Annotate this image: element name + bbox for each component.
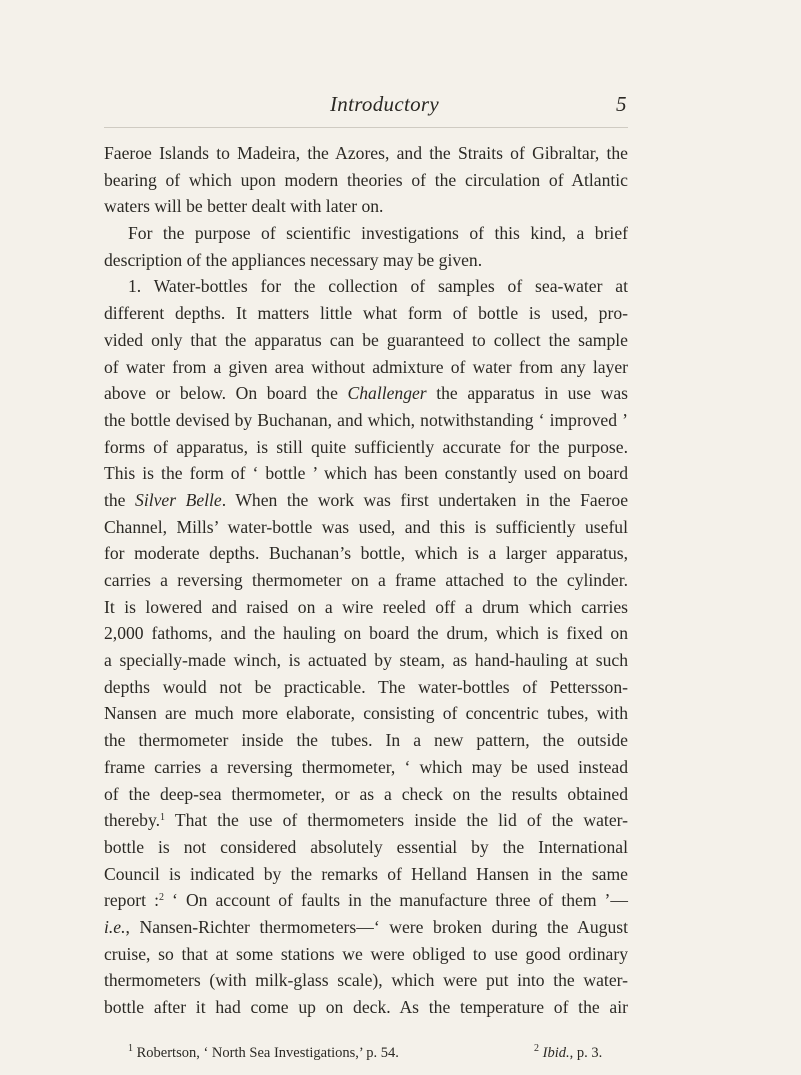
text-line: waters will be better dealt with later on. — [104, 196, 384, 217]
text-line: Council is indicated by the remarks of Helland Hansen in the same — [104, 863, 628, 884]
running-head — [0, 92, 801, 122]
text-line: the bottle devised by Buchanan, and which, notwithstanding ‘ improved ’ — [104, 409, 628, 430]
text-line: depths would not be practicable. The water-bottles of Pettersson- — [104, 676, 628, 697]
text-run: ‘ On account of faults in the manufacture three of them ’— — [163, 890, 629, 911]
body-text — [104, 140, 628, 1021]
text-line: the thermometer inside the tubes. In a new pattern, the outside — [104, 730, 628, 751]
footnote-2 — [534, 1042, 602, 1064]
abbrev-ie: i.e. — [104, 916, 126, 937]
text-line: bearing of which upon modern theories of the circulation of Atlantic — [104, 169, 628, 190]
text-line: description of the appliances necessary may be given. — [104, 249, 483, 270]
text-line — [104, 380, 628, 407]
text-line — [104, 807, 628, 834]
text-run: . When the work was first undertaken in the Faeroe — [221, 489, 629, 510]
text-line: different depths. It matters little what form of bottle is used, pro- — [104, 303, 628, 324]
text-line — [104, 914, 628, 941]
footnote-1-mark: 1 — [128, 1043, 133, 1054]
text-line: 1. Water-bottles for the collection of samples of sea-water at — [128, 276, 628, 297]
text-run: the — [104, 489, 136, 510]
text-run: That the use of thermometers inside the lid of the water- — [165, 810, 628, 831]
text-line: Faeroe Islands to Madeira, the Azores, and the Straits of Gibraltar, the — [104, 143, 628, 163]
footnote-ref-2: 2 — [158, 892, 164, 904]
text-line: of the deep-sea thermometer, or as a check on the results obtained — [104, 783, 628, 804]
text-line: carries a reversing thermometer on a frame attached to the cylinder. — [104, 570, 628, 590]
text-run: , Nansen-Richter thermometers—‘ were broken during the August — [125, 916, 628, 937]
page-number: 5 — [616, 92, 627, 116]
text-line: thermometers (with milk-glass scale), which were put into the water- — [104, 970, 628, 991]
footnote-1 — [128, 1042, 399, 1064]
footnote-2-ibid: Ibid. — [542, 1045, 570, 1061]
text-line: This is the form of ‘ bottle ’ which has been constantly used on board — [104, 463, 628, 484]
footnote-2-text: , p. 3. — [569, 1045, 603, 1061]
running-head-title: Introductory — [330, 92, 439, 116]
footnote-ref-1: 1 — [160, 812, 166, 824]
text-run: report : — [104, 890, 159, 911]
header-rule — [104, 127, 628, 128]
text-line: forms of apparatus, is still quite sufficiently accurate for the purpose. — [104, 436, 628, 457]
text-line: For the purpose of scientific investigations of this kind, a brief — [128, 223, 628, 244]
text-run: above or below. On board the — [104, 383, 348, 404]
text-line: frame carries a reversing thermometer, ‘ which may be used instead — [104, 756, 628, 777]
text-line: Nansen are much more elaborate, consisting of concentric tubes, with — [104, 703, 628, 724]
text-line: Channel, Mills’ water-bottle was used, and this is sufficiently useful — [104, 516, 628, 537]
text-line: for moderate depths. Buchanan’s bottle, which is a larger apparatus, — [104, 543, 628, 564]
text-line: bottle after it had come up on deck. As the temperature of the air — [104, 997, 628, 1017]
ship-name-silver-belle: Silver Belle — [135, 489, 222, 510]
text-line: cruise, so that at some stations we were obliged to use good ordinary — [104, 943, 628, 964]
text-line: bottle is not considered absolutely essential by the International — [104, 836, 628, 857]
text-line: 2,000 fathoms, and the hauling on board the drum, which is fixed on — [104, 623, 628, 644]
text-line: a specially-made winch, is actuated by steam, as hand-hauling at such — [104, 650, 628, 671]
footnote-2-mark: 2 — [534, 1043, 539, 1054]
ship-name-challenger: Challenger — [347, 383, 427, 404]
text-run: thereby. — [104, 810, 161, 831]
text-line: It is lowered and raised on a wire reeled off a drum which carries — [104, 596, 628, 617]
footnote-1-text: Robertson, ‘ North Sea Investigations,’ p. 54. — [133, 1045, 399, 1061]
footnotes — [104, 1042, 628, 1064]
text-line — [104, 487, 628, 514]
text-run: the apparatus in use was — [426, 383, 628, 404]
text-line: vided only that the apparatus can be guaranteed to collect the sample — [104, 329, 628, 350]
text-line: of water from a given area without admixture of water from any layer — [104, 356, 628, 377]
text-line — [104, 887, 628, 914]
